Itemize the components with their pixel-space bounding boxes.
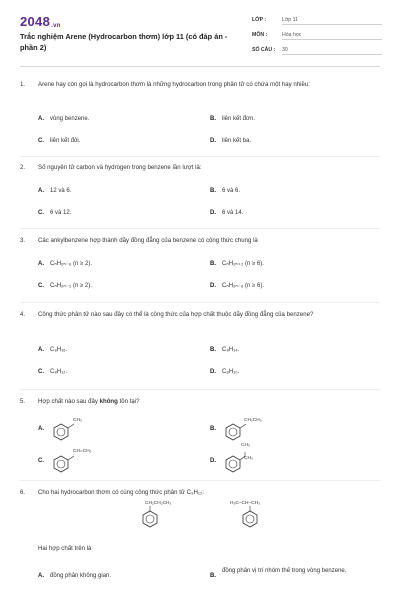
substituent-label: CH₃ [241,443,250,448]
logo-tld: .vn [51,23,61,29]
option-a[interactable] [38,186,71,196]
option-letter: C. [38,369,44,375]
divider [20,302,380,303]
meta-label: LỚP : [252,17,267,23]
option-text: liên kết đôi. [50,138,81,144]
option-letter: B. [210,573,216,579]
meta-label: MÔN : [252,32,268,38]
option-d[interactable] [210,208,243,218]
option-letter: B. [210,426,216,432]
substituent-label: CH=CH₂ [73,449,92,454]
option-letter: B. [210,347,216,353]
option-text: CₙH₂ₙ₋₆ (n ≥ 2). [50,261,92,267]
document-title: Trắc nghiệm Arene (Hydrocarbon thơm) lớp 11 (có đáp án - phần 2) [20,32,228,52]
option-letter: C. [38,458,44,464]
option-letter: A. [38,573,44,579]
option-text: 12 và 6. [50,188,72,194]
option-c[interactable] [38,456,50,466]
option-text: 6 và 14. [222,210,244,216]
option-letter: C. [38,283,44,289]
option-b[interactable] [210,345,239,355]
propylbenzene-structure-icon [138,506,168,534]
option-text: C₈H₁₆. [50,347,68,353]
meta-subject [252,32,382,40]
option-b[interactable] [210,186,240,196]
header-divider [20,66,380,67]
option-b[interactable] [210,566,360,581]
question-text-emphasis: không [99,398,118,405]
option-text: CₙH₂ₙ₋₆ (n ≥ 6). [222,283,264,289]
option-a[interactable] [38,259,92,269]
meta-label: SỐ CÂU : [252,47,276,53]
option-letter: B. [210,188,216,194]
option-letter: A. [38,188,44,194]
option-text: vòng benzene. [50,116,90,122]
option-letter: C. [38,138,44,144]
option-letter: D. [210,210,216,216]
option-text: đồng phân không gian. [50,573,112,579]
option-letter: A. [38,426,44,432]
option-d[interactable] [210,136,251,146]
question-number: 2. [20,164,26,171]
question-number: 4. [20,311,26,318]
question-text: Arene hay còn gọi là hydrocarbon thơm là những hydrocarbon trong phân tử có chứa một hay nhiều: [38,81,310,88]
divider [20,389,380,390]
option-d[interactable] [210,456,222,466]
divider [20,480,380,481]
question-text: Hai hợp chất trên là [38,545,92,552]
site-logo[interactable] [20,14,61,29]
option-letter: B. [210,116,216,122]
option-text: liên kết ba. [222,138,252,144]
option-text: liên kết đơn. [222,116,255,122]
structure-label: H₃C–CH–CH₃ [230,501,261,506]
option-b[interactable] [210,259,264,269]
meta-value: Hóa học [282,32,382,40]
question-text: Số nguyên tử carbon và hydrogen trong benzene lần lượt là: [38,164,202,171]
option-a[interactable] [38,345,67,355]
option-letter: C. [38,210,44,216]
option-d[interactable] [210,281,264,291]
option-a[interactable] [38,424,50,434]
option-text: C₈H₁₄. [222,347,240,353]
question-text: Công thức phân tử nào sau đây có thể là công thức của hợp chất thuộc dãy đồng đẳng của benzene? [38,311,314,318]
question-number: 1. [20,81,26,88]
meta-class [252,17,382,25]
substituent-label: CH₃ [73,418,82,423]
option-c[interactable] [38,136,80,146]
option-letter: D. [210,458,216,464]
option-text: CₙH₂ₙ₊₂ (n ≥ 6). [222,261,264,267]
option-a[interactable] [38,571,111,581]
option-c[interactable] [38,281,92,291]
option-letter: A. [38,261,44,267]
question-number: 5. [20,398,26,405]
option-letter: D. [210,138,216,144]
question-number: 6. [20,489,26,496]
question-number: 3. [20,237,26,244]
option-letter: A. [38,116,44,122]
option-letter: B. [210,261,216,267]
divider [20,228,380,229]
option-letter: D. [210,283,216,289]
question-text: Các ankylbenzene hợp thành dãy đồng đẳng của benzene có công thức chung là [38,237,258,244]
option-text: C₈H₁₀. [222,369,240,375]
option-letter: A. [38,347,44,353]
question-text [38,397,378,407]
option-a[interactable] [38,114,89,124]
isopropylbenzene-structure-icon [238,506,268,534]
question-text-post: tồn tại? [117,398,140,405]
option-text: CₙH₂ₙ₋₂ (n ≥ 2). [50,283,92,289]
substituent-label: CH₂CH₃ [244,418,262,423]
substituent-label: CH₃ [244,456,253,461]
option-letter: D. [210,369,216,375]
option-b[interactable] [210,424,222,434]
option-c[interactable] [38,367,67,377]
meta-value: 30 [282,47,382,55]
logo-text: 2048 [20,14,51,29]
benzene-ring-icon [52,418,92,444]
structure-label: CH₂CH₂CH₃ [145,501,172,506]
divider [20,156,380,157]
option-text: 6 và 6. [222,188,241,194]
option-d[interactable] [210,367,239,377]
meta-value: Lớp 11 [282,17,382,25]
question-text: Cho hai hydrocarbon thơm có cùng công thức phân tử C₉H₁₂: [38,489,205,496]
option-b[interactable] [210,114,255,124]
option-text: đồng phân vị trí nhóm thế trong vòng benzene. [222,568,347,574]
question-text-pre: Hợp chất nào sau đây [38,398,100,405]
meta-count [252,47,382,55]
option-c[interactable] [38,208,71,218]
option-text: 6 và 12. [50,210,72,216]
option-text: C₈H₁₂. [50,369,68,375]
